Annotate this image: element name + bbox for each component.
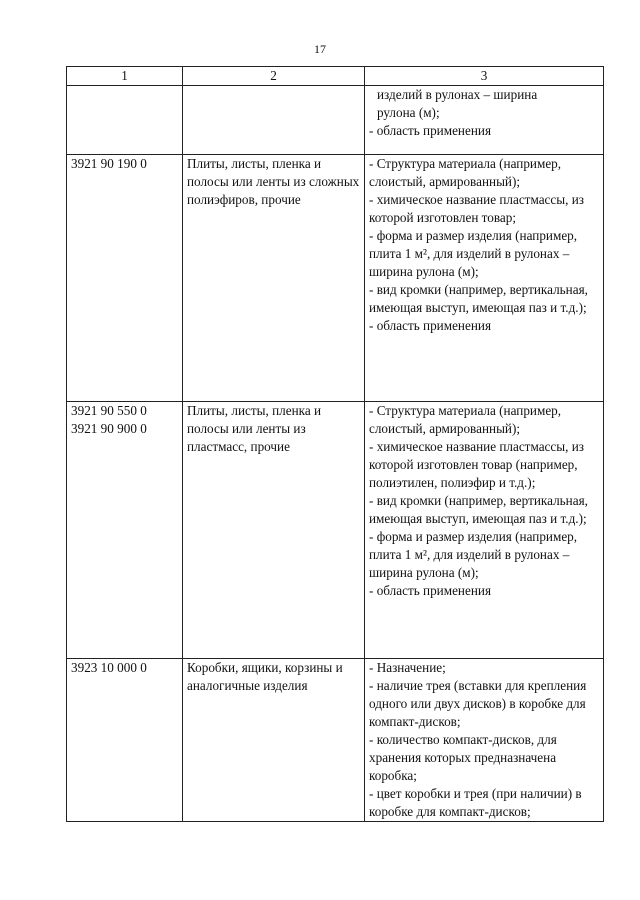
characteristic-item: - область применения [369, 123, 492, 138]
characteristic-item: - форма и размер изделия (например, плита 1 м², для изделий в рулонах – ширина рулона (м); [369, 228, 578, 279]
characteristic-item: - Назначение; [369, 660, 446, 675]
code-cell [67, 86, 183, 155]
column-header-3: 3 [365, 67, 604, 86]
characteristic-item: изделий в рулонах – ширина [377, 87, 538, 102]
code-cell [67, 659, 183, 822]
characteristics-cell [365, 659, 604, 822]
description-cell [183, 402, 365, 659]
commodity-code: 3921 90 190 0 [71, 156, 147, 171]
commodity-code: 3921 90 550 0 [71, 403, 147, 418]
page-number: 17 [314, 42, 326, 56]
characteristic-item: - химическое название пластмассы, из которой изготовлен товар; [369, 192, 584, 225]
code-cell [67, 402, 183, 659]
characteristics-cell [365, 155, 604, 402]
commodity-description: Коробки, ящики, корзины и аналогичные изделия [187, 660, 343, 693]
characteristic-item: рулона (м); [377, 105, 440, 120]
characteristic-item: - форма и размер изделия (например, плита 1 м², для изделий в рулонах – ширина рулона (м); [369, 529, 578, 580]
commodity-table [66, 66, 604, 822]
characteristic-item: - Структура материала (например, слоистый, армированный); [369, 403, 562, 436]
table-header-row [67, 67, 604, 86]
commodity-code: 3923 10 000 0 [71, 660, 147, 675]
description-cell [183, 659, 365, 822]
description-cell [183, 155, 365, 402]
commodity-description: Плиты, листы, пленка и полосы или ленты из пластмасс, прочие [187, 403, 322, 454]
code-cell [67, 155, 183, 402]
characteristic-item: - Структура материала (например, слоистый, армированный); [369, 156, 562, 189]
characteristic-item: - количество компакт-дисков, для хранения которых предназначена коробка; [369, 732, 557, 783]
characteristic-item: - область применения [369, 318, 492, 333]
characteristics-cell [365, 86, 604, 155]
characteristic-item: - цвет коробки и трея (при наличии) в коробке для компакт-дисков; [369, 786, 582, 819]
column-header-2: 2 [183, 67, 365, 86]
table-row [67, 86, 604, 155]
characteristic-item: - наличие трея (вставки для крепления одного или двух дисков) в коробке для компакт-дисков; [369, 678, 587, 729]
table-row [67, 402, 604, 659]
commodity-code: 3921 90 900 0 [71, 421, 147, 436]
characteristic-item: - вид кромки (например, вертикальная, имеющая выступ, имеющая паз и т.д.); [369, 493, 588, 526]
description-cell [183, 86, 365, 155]
characteristics-cell [365, 402, 604, 659]
characteristic-item: - область применения [369, 583, 492, 598]
table-row [67, 659, 604, 822]
characteristic-item: - химическое название пластмассы, из которой изготовлен товар (например, полиэтилен, полиэфир и т.д.); [369, 439, 584, 490]
characteristic-item: - вид кромки (например, вертикальная, имеющая выступ, имеющая паз и т.д.); [369, 282, 588, 315]
table-row [67, 155, 604, 402]
column-header-1: 1 [67, 67, 183, 86]
commodity-description: Плиты, листы, пленка и полосы или ленты из сложных полиэфиров, прочие [187, 156, 360, 207]
